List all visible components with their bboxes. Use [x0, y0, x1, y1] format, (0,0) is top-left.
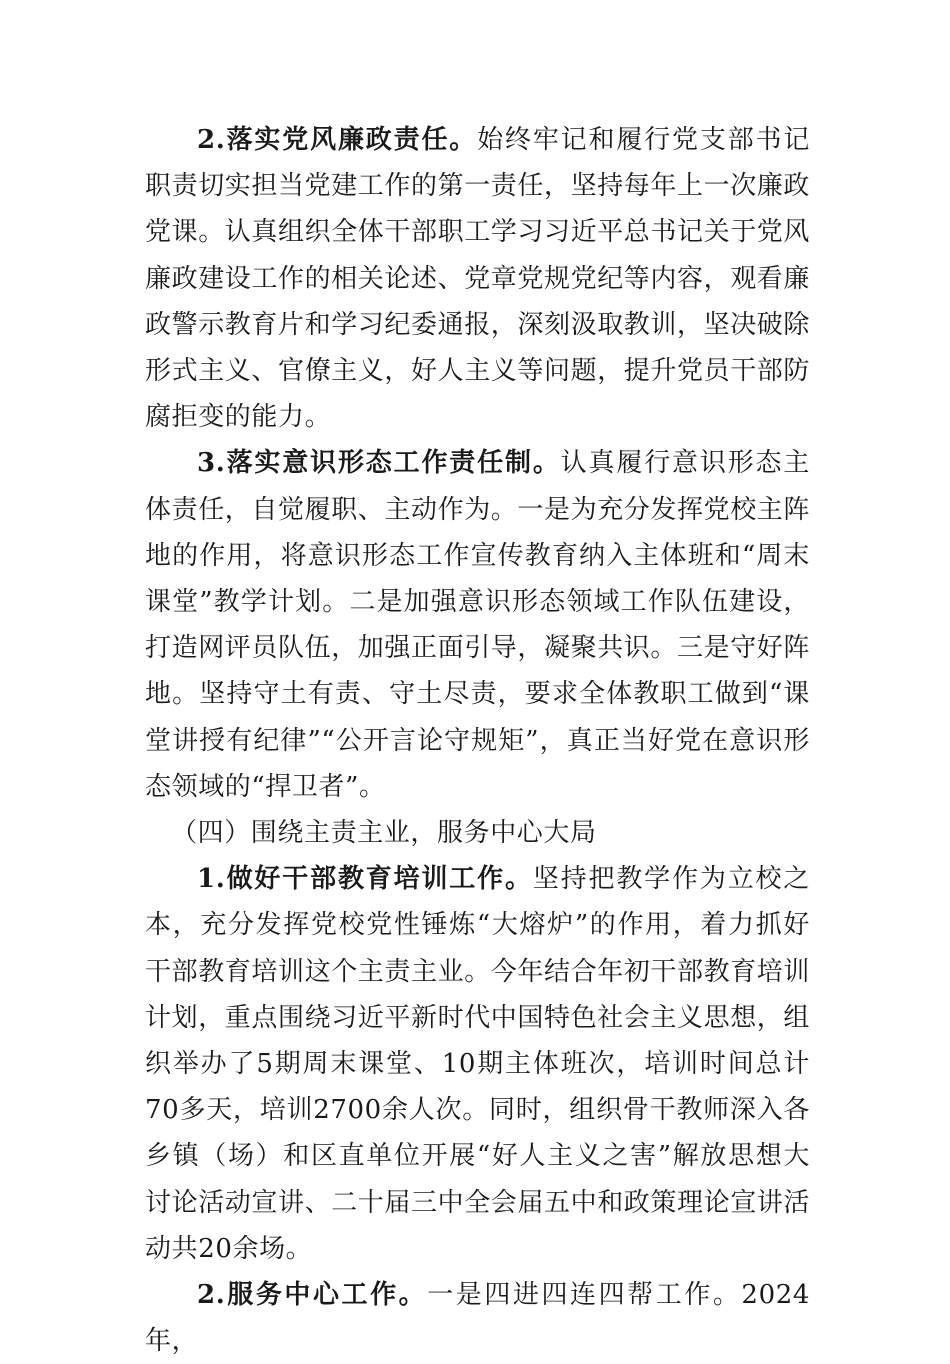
- paragraph-body: 认真履行意识形态主体责任，自觉履职、主动作为。一是为充分发挥党校主阵地的作用，将意识形态工作宣传教育纳入主体班和“周末课堂”教学计划。二是加强意识形态领域工作队伍建设，打造网评员队伍，加强正面引导，凝聚共识。三是守好阵地。坚持守土有责、守土尽责，要求全体教职工做到“课堂讲授有纪律”“公开言论守规矩”，真正当好党在意识形态领域的“捍卫者”。: [145, 448, 811, 802]
- paragraph-central-work: [145, 1272, 810, 1364]
- paragraph-lead: 2.服务中心工作。: [197, 1280, 428, 1311]
- section-heading: （四）围绕主责主业，服务中心大局: [171, 818, 597, 849]
- paragraph-lead: 1.做好干部教育培训工作。: [197, 864, 533, 895]
- paragraph-lead: 3.落实意识形态工作责任制。: [197, 448, 561, 479]
- document-body: [145, 117, 810, 1364]
- paragraph-ideology-responsibility: [145, 440, 810, 810]
- paragraph-party-integrity: [145, 117, 810, 440]
- paragraph-lead: 2.落实党风廉政责任。: [197, 125, 478, 155]
- paragraph-body: 坚持把教学作为立校之本，充分发挥党校党性锤炼“大熔炉”的作用，着力抓好干部教育培训这个主责主业。今年结合年初干部教育培训计划，重点围绕习近平新时代中国特色社会主义思想，组织举办了5期周末课堂、10期主体班次，培训时间总计70多天，培训2700余人次。同时，组织骨干教师深入各乡镇（场）和区直单位开展“好人主义之害”解放思想大讨论活动宣讲、二十届三中全会届五中和政策理论宣讲活动共20余场。: [145, 864, 811, 1264]
- paragraph-body: 一是四进四连四帮工作。2024年，: [145, 1280, 811, 1357]
- paragraph-cadre-training: [145, 856, 810, 1272]
- paragraph-body: 始终牢记和履行党支部书记职责切实担当党建工作的第一责任，坚持每年上一次廉政党课。认真组织全体干部职工学习习近平总书记关于党风廉政建设工作的相关论述、党章党规党纪等内容，观看廉政警示教育片和学习纪委通报，深刻汲取教训，坚决破除形式主义、官僚主义，好人主义等问题，提升党员干部防腐拒变的能力。: [145, 125, 811, 433]
